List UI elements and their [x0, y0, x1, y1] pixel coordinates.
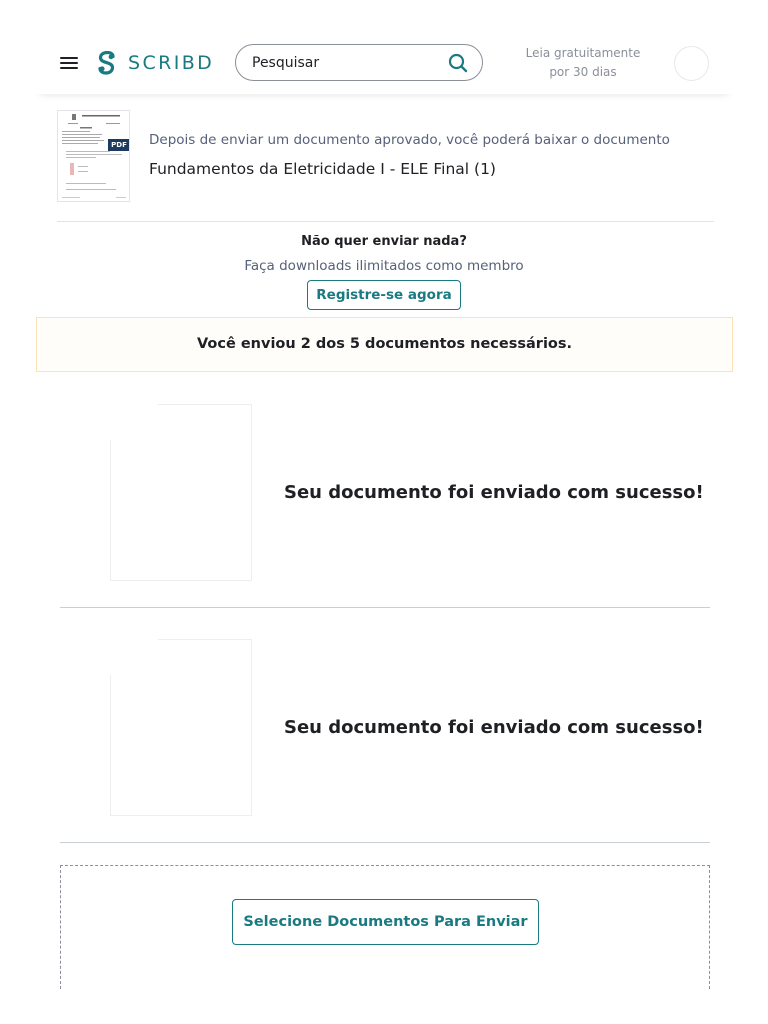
uploaded-document-thumbnail	[110, 639, 252, 816]
document-preview-icon	[58, 111, 130, 202]
download-note: Depois de enviar um documento aprovado, você poderá baixar o documento	[149, 132, 670, 148]
register-prompt	[0, 232, 768, 310]
upload-progress-text: Você enviou 2 dos 5 documentos necessários.	[196, 336, 573, 352]
search-box	[235, 44, 483, 81]
document-title[interactable]: Fundamentos da Eletricidade I - ELE Final (1)	[149, 160, 496, 178]
uploaded-document-item	[60, 404, 710, 608]
search-input[interactable]	[252, 55, 432, 71]
hamburger-menu-icon[interactable]	[60, 57, 78, 69]
top-header	[36, 30, 732, 94]
upload-dropzone[interactable]	[60, 865, 710, 989]
register-question: Não quer enviar nada?	[301, 234, 467, 249]
free-trial-promo[interactable]	[516, 44, 650, 82]
scribd-logo-icon	[96, 51, 118, 75]
uploaded-document-thumbnail	[110, 404, 252, 581]
register-button[interactable]: Registre-se agora	[307, 280, 460, 310]
scribd-logo[interactable]	[96, 51, 214, 75]
document-info	[57, 110, 714, 222]
user-avatar[interactable]	[674, 46, 709, 81]
register-subtitle: Faça downloads ilimitados como membro	[244, 258, 524, 274]
pdf-badge: PDF	[108, 139, 130, 151]
promo-line-2: por 30 dias	[549, 65, 617, 79]
document-thumbnail	[57, 110, 130, 202]
upload-progress-banner	[36, 317, 733, 372]
search-icon[interactable]	[448, 53, 468, 73]
select-documents-button[interactable]: Selecione Documentos Para Enviar	[232, 899, 539, 945]
upload-success-message: Seu documento foi enviado com sucesso!	[284, 482, 704, 503]
promo-line-1: Leia gratuitamente	[525, 46, 641, 60]
logo-text: SCRIBD	[128, 52, 215, 74]
upload-success-message: Seu documento foi enviado com sucesso!	[284, 717, 704, 738]
uploaded-document-item	[60, 639, 710, 843]
